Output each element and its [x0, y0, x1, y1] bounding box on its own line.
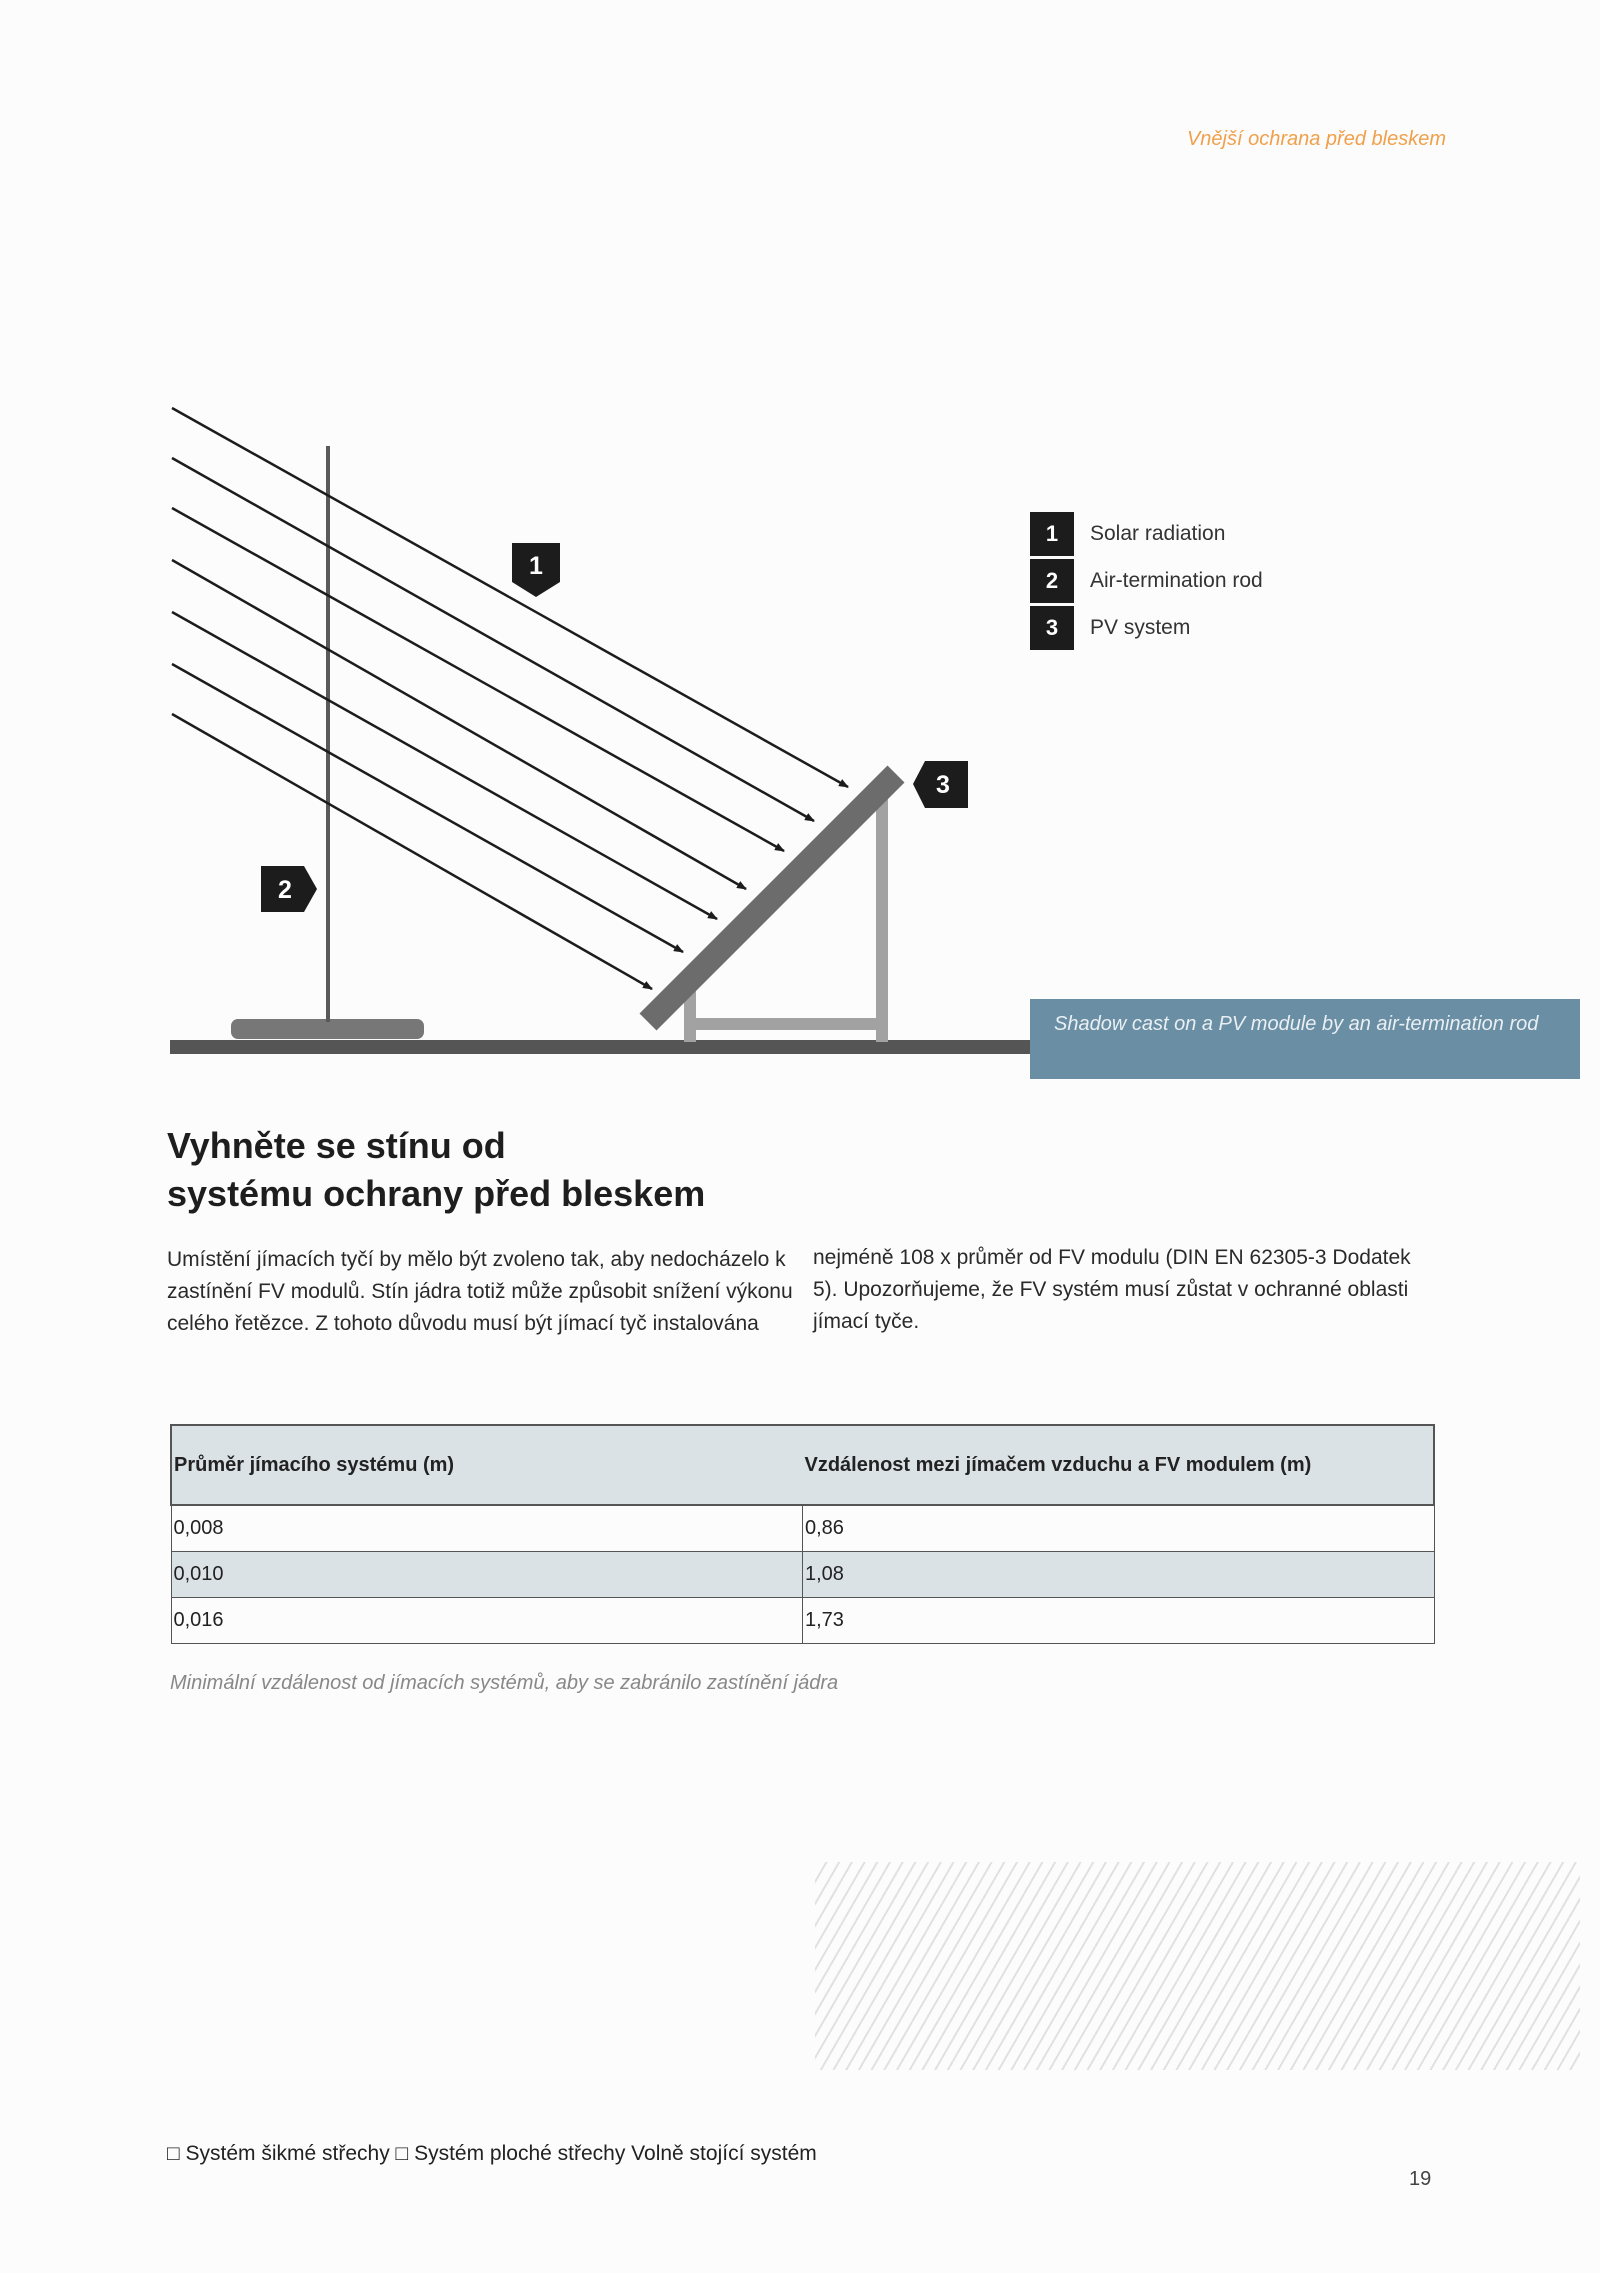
legend-label: Air-termination rod [1090, 568, 1263, 592]
legend-item [1030, 604, 1263, 651]
section-heading [167, 1122, 867, 1218]
shadow-diagram [0, 390, 1600, 1090]
figure-caption: Shadow cast on a PV module by an air-termination rod [1030, 999, 1580, 1079]
legend-label: PV system [1090, 615, 1191, 639]
table-cell: 1,73 [803, 1598, 1435, 1644]
svg-text:3: 3 [936, 771, 950, 799]
legend-number: 1 [1030, 512, 1074, 556]
footer-navigation: □ Systém šikmé střechy □ Systém ploché střechy Volně stojící systém [167, 2142, 817, 2165]
decorative-hatch-pattern [815, 1862, 1580, 2070]
pv-module [648, 774, 896, 1022]
table-cell: 0,86 [803, 1505, 1435, 1552]
table-row [171, 1598, 1434, 1644]
callout-2-rod [261, 866, 317, 912]
legend-item [1030, 510, 1263, 557]
callout-1-solar-radiation [512, 543, 560, 597]
page-number: 19 [1409, 2168, 1432, 2190]
table-cell: 1,08 [803, 1552, 1435, 1598]
table-header-row [171, 1425, 1434, 1505]
column-header: Průměr jímacího systému (m) [171, 1425, 803, 1505]
running-header: Vnější ochrana před bleskem [1186, 128, 1446, 150]
callout-3-pv-system [913, 761, 968, 808]
body-text-column-2: nejméně 108 x průměr od FV modulu (DIN EN 62305-3 Dodatek 5). Upozorňujeme, že FV systém musí zůstat v ochranné oblasti jímací tyče. [813, 1246, 1411, 1333]
table-row [171, 1505, 1434, 1552]
heading-line-1: Vyhněte se stínu od [167, 1125, 506, 1166]
body-text-column-1: Umístění jímacích tyčí by mělo být zvoleno tak, aby nedocházelo k zastínění FV modulů. Stín jádra totiž může způsobit snížení výkonu celého řetězce. Z tohoto důvodu musí být jímací tyč instalována [167, 1248, 793, 1335]
table-caption: Minimální vzdálenost od jímacích systémů, aby se zabránilo zastínění jádra [170, 1672, 839, 1694]
distance-table [170, 1424, 1435, 1644]
ground [170, 1040, 1030, 1054]
legend-number: 3 [1030, 606, 1074, 650]
heading-line-2: systému ochrany před bleskem [167, 1173, 706, 1214]
legend-number: 2 [1030, 559, 1074, 603]
table-cell: 0,008 [171, 1505, 803, 1552]
figure-legend [1030, 510, 1263, 651]
table-cell: 0,010 [171, 1552, 803, 1598]
table-cell: 0,016 [171, 1598, 803, 1644]
table-row [171, 1552, 1434, 1598]
svg-text:1: 1 [529, 552, 543, 580]
legend-label: Solar radiation [1090, 521, 1226, 545]
svg-text:2: 2 [278, 876, 292, 904]
legend-item [1030, 557, 1263, 604]
column-header: Vzdálenost mezi jímačem vzduchu a FV modulem (m) [803, 1425, 1435, 1505]
